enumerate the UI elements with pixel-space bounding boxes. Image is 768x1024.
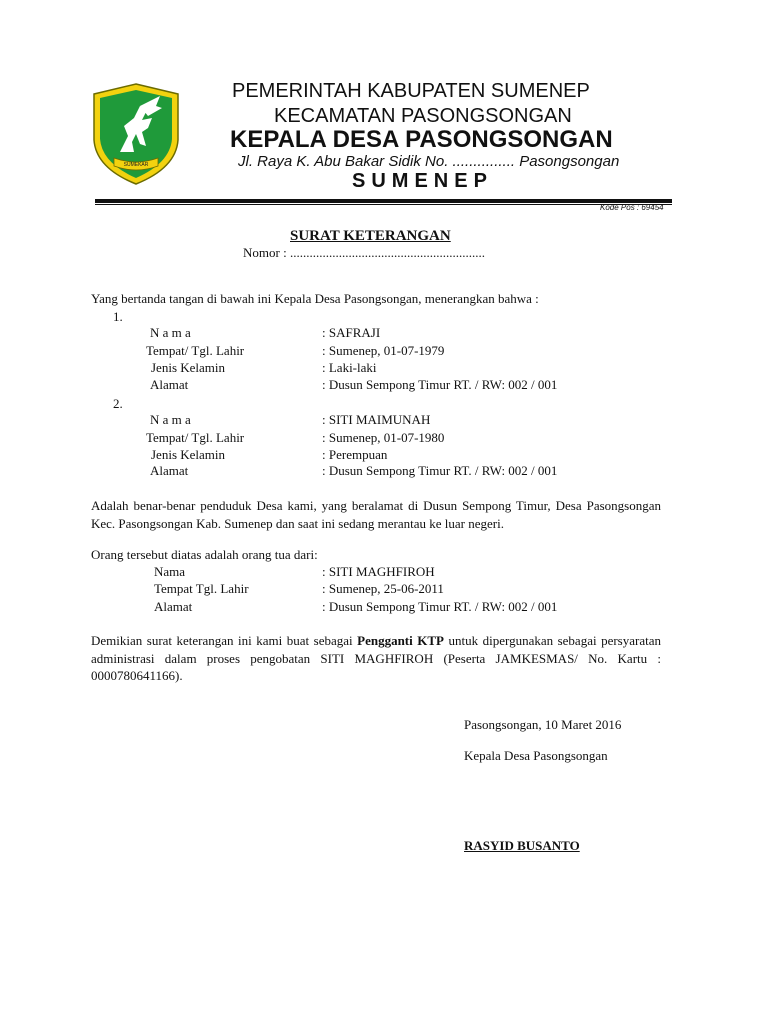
- header-address: Jl. Raya K. Abu Bakar Sidik No. ............... Pasongsongan: [238, 153, 620, 170]
- field-value: : Perempuan: [322, 447, 388, 462]
- person-number: 1.: [113, 309, 123, 324]
- signature-name: RASYID BUSANTO: [464, 838, 580, 853]
- document-number: Nomor : ............................................................: [243, 245, 485, 260]
- header-district: KECAMATAN PASONGSONGAN: [274, 105, 572, 127]
- closing-text-start: Demikian surat keterangan ini kami buat sebagai: [91, 633, 358, 648]
- field-value: : Sumenep, 01-07-1980: [322, 430, 445, 445]
- closing-text-end: untuk dipergunakan sebagai persyaratan administrasi dalam proses pengobatan SITI MAGHFIROH (Peserta JAMKESMAS/ No. Kartu : 0000780641166).: [91, 633, 661, 683]
- child-intro: Orang tersebut diatas adalah orang tua dari:: [91, 547, 318, 562]
- field-label: Jenis Kelamin: [151, 360, 226, 375]
- field-value: : Dusun Sempong Timur RT. / RW: 002 / 001: [322, 463, 558, 478]
- header-divider-thick: [95, 199, 672, 203]
- field-label: Alamat: [150, 377, 189, 392]
- field-label: N a m a: [150, 412, 191, 427]
- field-value: : SITI MAGHFIROH: [322, 564, 435, 579]
- closing-paragraph: [91, 632, 661, 685]
- signature-place-date: Pasongsongan, 10 Maret 2016: [464, 717, 622, 732]
- field-label: Jenis Kelamin: [151, 447, 226, 462]
- field-label: Tempat Tgl. Lahir: [154, 581, 249, 596]
- field-value: : Sumenep, 01-07-1979: [322, 343, 445, 358]
- header-city: SUMENEP: [352, 170, 493, 192]
- field-label: N a m a: [150, 325, 191, 340]
- field-label: Nama: [154, 564, 186, 579]
- field-label: Alamat: [150, 463, 189, 478]
- logo-ribbon-text: SUMEKAR: [123, 162, 149, 168]
- intro-text: Yang bertanda tangan di bawah ini Kepala Desa Pasongsongan, menerangkan bahwa :: [91, 291, 539, 306]
- header-government: PEMERINTAH KABUPATEN SUMENEP: [232, 80, 590, 102]
- closing-bold-term: Pengganti KTP: [357, 633, 444, 648]
- postal-code: Kode Pos : 69454: [600, 203, 664, 212]
- field-label: Alamat: [154, 599, 193, 614]
- field-value: : Laki-laki: [322, 360, 377, 375]
- field-label: Tempat/ Tgl. Lahir: [146, 343, 245, 358]
- signature-position: Kepala Desa Pasongsongan: [464, 748, 608, 763]
- person-number: 2.: [113, 396, 123, 411]
- field-value: : SAFRAJI: [322, 325, 381, 340]
- field-value: : SITI MAIMUNAH: [322, 412, 431, 427]
- header-office: KEPALA DESA PASONGSONGAN: [230, 126, 613, 153]
- field-value: : Dusun Sempong Timur RT. / RW: 002 / 001: [322, 377, 558, 392]
- field-label: Tempat/ Tgl. Lahir: [146, 430, 245, 445]
- residency-statement: Adalah benar-benar penduduk Desa kami, yang beralamat di Dusun Sempong Timur, Desa Pasongsongan Kec. Pasongsongan Kab. Sumenep dan saat ini sedang merantau ke luar negeri.: [91, 498, 661, 531]
- field-value: : Dusun Sempong Timur RT. / RW: 002 / 001: [322, 599, 558, 614]
- regency-emblem-logo: [90, 82, 182, 186]
- field-value: : Sumenep, 25-06-2011: [322, 581, 444, 596]
- header-divider-thin: [95, 204, 672, 205]
- document-title: SURAT KETERANGAN: [290, 228, 451, 244]
